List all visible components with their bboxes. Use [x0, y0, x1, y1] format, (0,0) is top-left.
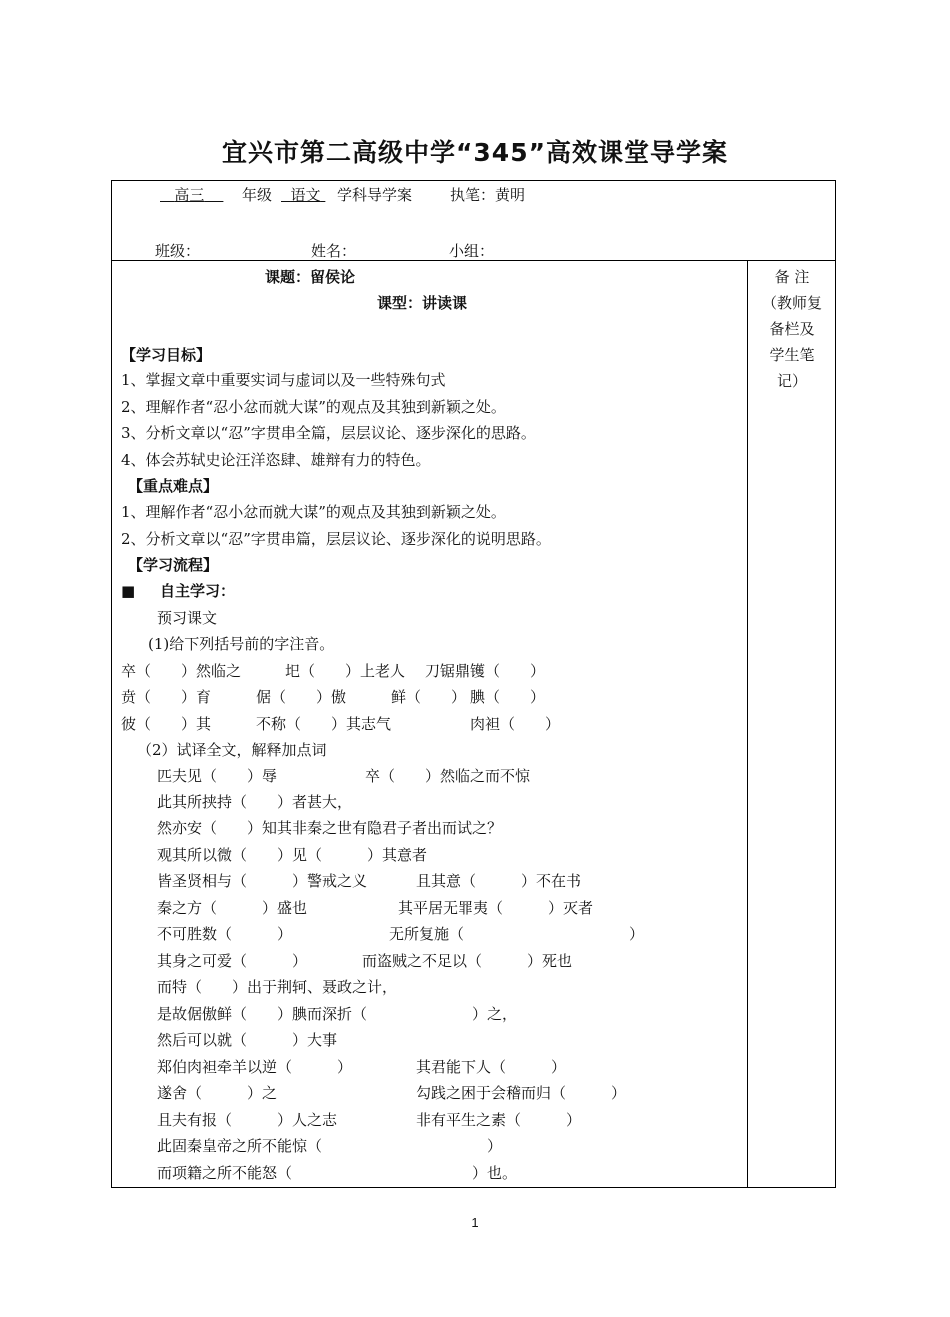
lesson-topic: 课题：留侯论	[265, 268, 356, 286]
translation-line: 观其所以微（ ）见（ ）其意者	[157, 846, 428, 864]
translation-line: 而特（ ）出于荆轲、聂政之计，	[157, 978, 398, 996]
translation-line: 且其意（ ）不在书	[416, 872, 582, 890]
translation-line: 此其所挟持（ ）者甚大，	[157, 793, 353, 811]
goal-item: 4、体会苏轼史论汪洋恣肆、雄辩有力的特色。	[121, 451, 431, 469]
pron-item: 贲（ ）育	[121, 688, 212, 706]
bullet-icon: ■	[121, 582, 136, 600]
translation-line: 无所复施（ ）	[389, 925, 645, 943]
pron-item: 不称（ ）其志气	[256, 715, 392, 733]
translation-line: 是故倨傲鲜（ ）腆而深折（ ）之，	[157, 1005, 518, 1023]
group-label: 小组：	[449, 242, 495, 260]
pron-item: 腆（ ）	[470, 688, 546, 706]
translation-line: 卒（ ）然临之而不惊	[365, 767, 531, 785]
goal-item: 3、分析文章以“忍”字贯串全篇，层层议论、逐步深化的思路。	[121, 424, 536, 442]
name-label: 姓名：	[311, 242, 357, 260]
grade-label: 年级	[242, 186, 273, 204]
pron-item: 鲜（ ）	[391, 688, 467, 706]
pron-item: 倨（ ）傲	[256, 688, 347, 706]
subject-label: 学科导学案	[337, 186, 413, 204]
pron-item: 圯（ ）上老人	[285, 662, 406, 680]
translation-line: 不可胜数（ ）	[157, 925, 293, 943]
page-title: 宜兴市第二高级中学“345”高效课堂导学案	[221, 138, 729, 167]
translation-line: 然后可以就（ ）大事	[157, 1031, 338, 1049]
notes-line: 备栏及	[769, 320, 815, 338]
translation-line: 皆圣贤相与（ ）警戒之义	[157, 872, 368, 890]
task-1: (1)给下列括号前的字注音。	[148, 635, 335, 653]
translation-line: 其身之可爱（ ）	[157, 952, 308, 970]
translation-line: 郑伯肉袒牵羊以逆（ ）	[157, 1058, 353, 1076]
translation-line: 其平居无罪夷（ ）灭者	[398, 899, 594, 917]
self-study-label: 自主学习：	[160, 582, 236, 600]
pron-item: 刀锯鼎镬（ ）	[425, 662, 546, 680]
notes-column	[752, 264, 832, 394]
keypoint-item: 2、分析文章以“忍”字贯串篇，层层议论、逐步深化的说明思路。	[121, 530, 551, 548]
pron-item: 彼（ ）其	[121, 715, 212, 733]
keypoints-heading: 【重点难点】	[128, 477, 219, 495]
translation-line: 遂舍（ ）之	[157, 1084, 278, 1102]
translation-line: 勾践之困于会稽而归（ ）	[416, 1084, 627, 1102]
grade-value: 高三	[174, 186, 205, 204]
page-number: 1	[471, 1215, 479, 1230]
translation-line: 且夫有报（ ）人之志	[157, 1111, 338, 1129]
translation-line: 而项籍之所不能怒（ ）也。	[157, 1164, 518, 1182]
translation-line: 匹夫见（ ）辱	[157, 767, 278, 785]
notes-line: 学生笔	[769, 346, 815, 364]
notes-line: 记）	[776, 372, 807, 390]
translation-line: 其君能下人（ ）	[416, 1058, 567, 1076]
preview-label: 预习课文	[157, 609, 218, 627]
translation-line: 然亦安（ ）知其非秦之世有隐君子者出而试之？	[157, 819, 503, 837]
pron-item: 肉袒（ ）	[470, 715, 561, 733]
translation-line: 非有平生之素（ ）	[416, 1111, 582, 1129]
subject-value: 语文	[290, 186, 321, 204]
translation-line: 秦之方（ ）盛也	[157, 899, 308, 917]
keypoint-item: 1、理解作者“忍小忿而就大谋”的观点及其独到新颖之处。	[121, 503, 506, 521]
task-2: （2）试译全文，解释加点词	[137, 741, 327, 759]
notes-line: （教师复	[761, 294, 822, 312]
notes-divider	[747, 260, 748, 1188]
class-label: 班级：	[155, 242, 201, 260]
translation-line: 此固秦皇帝之所不能惊（ ）	[157, 1137, 503, 1155]
process-heading: 【学习流程】	[128, 556, 219, 574]
goal-item: 1、掌握文章中重要实词与虚词以及一些特殊句式	[121, 371, 446, 389]
header-divider	[111, 260, 836, 261]
pron-item: 卒（ ）然临之	[121, 662, 242, 680]
translation-line: 而盗贼之不足以（ ）死也	[362, 952, 573, 970]
notes-line: 备 注	[774, 268, 810, 286]
author: 执笔：黄明	[450, 186, 526, 204]
goals-heading: 【学习目标】	[121, 346, 212, 364]
goal-item: 2、理解作者“忍小忿而就大谋”的观点及其独到新颖之处。	[121, 398, 506, 416]
lesson-type: 课型：讲读课	[377, 294, 468, 312]
